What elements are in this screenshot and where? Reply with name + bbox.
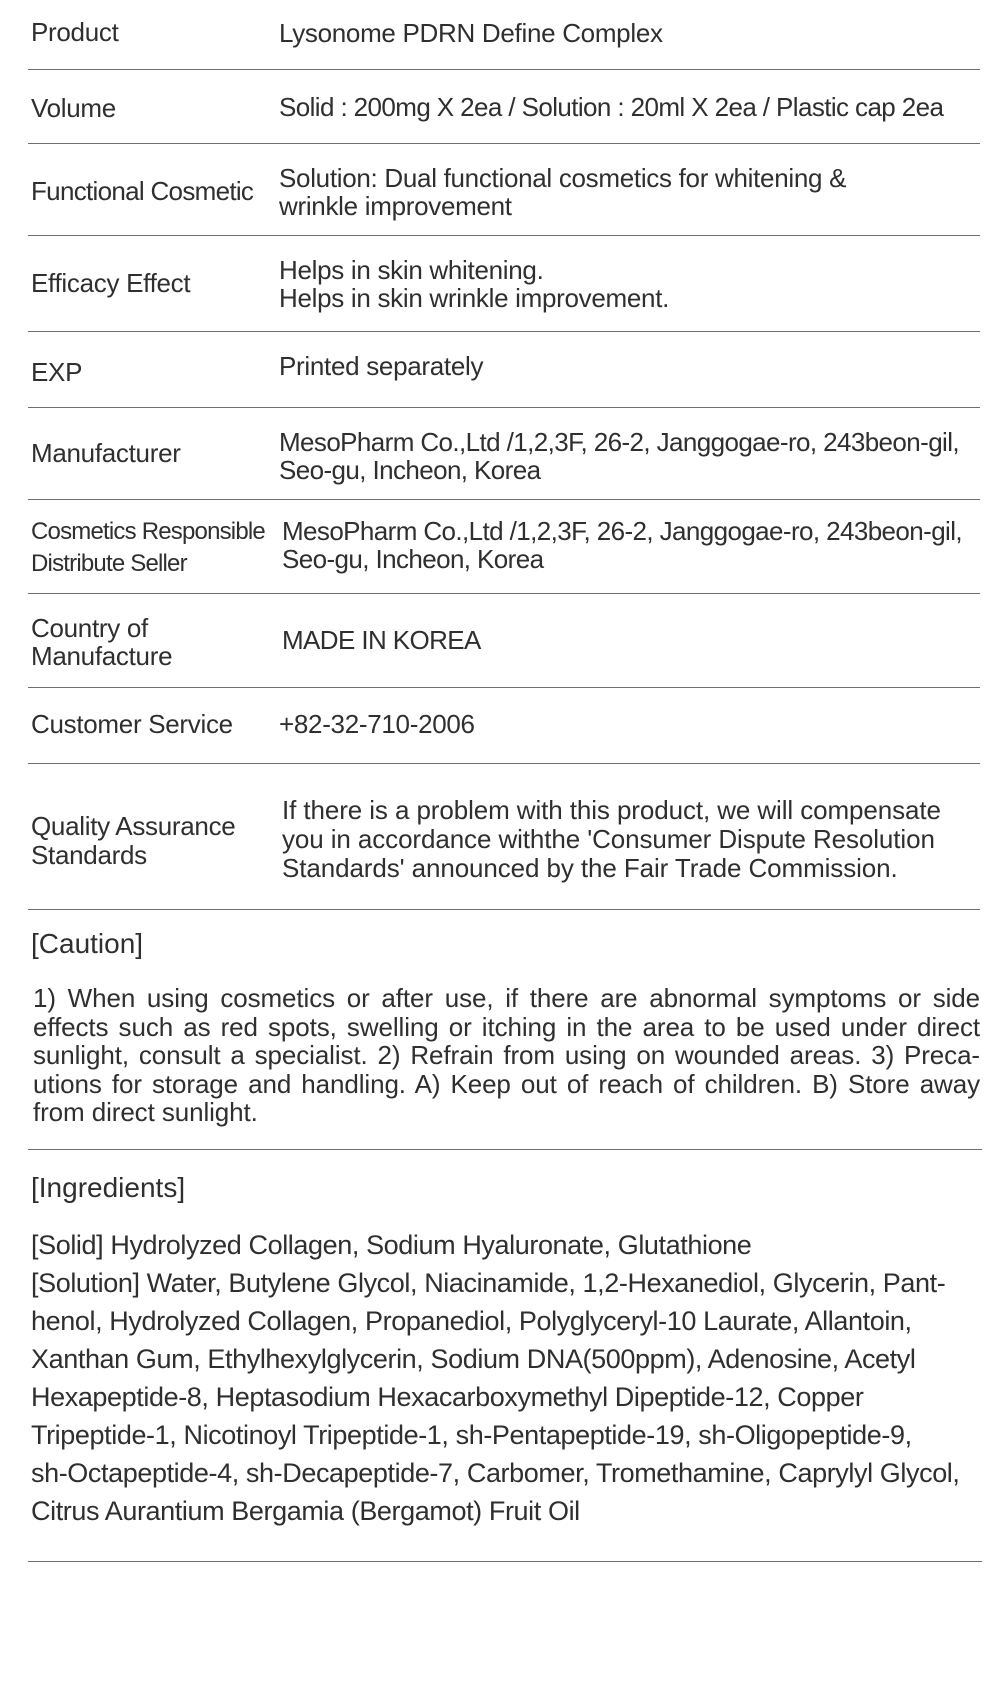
spec-row-exp bbox=[28, 332, 980, 408]
spec-label: EXP bbox=[31, 357, 83, 387]
spec-label: Customer Service bbox=[31, 709, 233, 739]
spec-label: Country of Manufacture bbox=[31, 613, 173, 671]
spec-row-customer-service bbox=[28, 688, 980, 764]
spec-value: MADE IN KOREA bbox=[282, 625, 481, 655]
spec-value: MesoPharm Co.,Ltd /1,2,3F, 26-2, Janggogae-ro, 243beon-gil, Seo-gu, Incheon, Korea bbox=[282, 516, 963, 574]
spec-label: Volume bbox=[31, 93, 116, 123]
spec-value: MesoPharm Co.,Ltd /1,2,3F, 26-2, Janggogae-ro, 243beon-gil, Seo-gu, Incheon, Korea bbox=[279, 427, 960, 485]
spec-value: +82-32-710-2006 bbox=[279, 709, 475, 739]
spec-row-country bbox=[28, 594, 980, 688]
spec-value: Lysonome PDRN Define Complex bbox=[279, 18, 663, 48]
spec-value: If there is a problem with this product, we will compensate you in accordance withthe 'Consumer Dispute Resolution Standards' announced by the Fair Trade Commission. bbox=[282, 795, 941, 883]
spec-row-functional-cosmetic bbox=[28, 144, 980, 236]
spec-row-volume bbox=[28, 70, 980, 144]
spec-row-efficacy-effect bbox=[28, 236, 980, 332]
spec-label: Functional Cosmetic bbox=[31, 176, 254, 206]
spec-value: Printed separately bbox=[279, 351, 484, 381]
caution-section bbox=[28, 910, 982, 1150]
spec-label: Cosmetics Responsible Distribute Seller bbox=[31, 518, 265, 577]
ingredients-section bbox=[28, 1150, 982, 1562]
spec-value: Solid : 200mg X 2ea / Solution : 20ml X 2ea / Plastic cap 2ea bbox=[279, 92, 944, 122]
spec-value: Helps in skin whitening. Helps in skin wrinkle improvement. bbox=[279, 255, 670, 313]
ingredients-text: [Solid] Hydrolyzed Collagen, Sodium Hyaluronate, Glutathione [Solution] Water, Butylene Glycol, Niacinamide, 1,2-Hexanediol, Glycerin, Pant- henol, Hydrolyzed Collagen, Propanediol, Polyglyceryl-10 Laurate, Allantoin, Xanthan Gum, Ethylhexylglycerin, Sodium DNA(500ppm), Adenosine, Acetyl Hexapeptide-8, Heptasodium Hexacarboxymethyl Dipeptide-12, Copper Tripeptide-1, Nicotinoyl Tripeptide-1, sh-Pentapeptide-19, sh-Oligopeptide-9, sh-Octapeptide-4, sh-Decapeptide-7, Carbomer, Tromethamine, Caprylyl Glycol, Citrus Aurantium Bergamia (Bergamot) Fruit Oil bbox=[31, 1230, 960, 1526]
spec-label: Manufacturer bbox=[31, 438, 181, 468]
caution-text: 1) When using cosmetics or after use, if there are abnormal symptoms or side effects such as red spots, swelling or itching in the area to be used under direct sunlight, consult a specialist. 2) Refrain from using on wounded areas. 3) Preca-utions for storage and handling. A) Keep out of reach of children. B) Store away from direct sunlight. bbox=[33, 983, 980, 1127]
spec-label: Efficacy Effect bbox=[31, 268, 191, 298]
ingredients-title: [Ingredients] bbox=[31, 1172, 186, 1203]
spec-value: Solution: Dual functional cosmetics for whitening & wrinkle improvement bbox=[279, 163, 847, 221]
spec-label: Quality Assurance Standards bbox=[31, 811, 236, 870]
spec-row-product bbox=[28, 0, 980, 70]
spec-row-manufacturer bbox=[28, 408, 980, 500]
spec-label: Product bbox=[31, 17, 119, 47]
spec-row-quality-assurance bbox=[28, 764, 980, 910]
spec-row-responsible-seller bbox=[28, 500, 980, 594]
caution-title: [Caution] bbox=[31, 928, 144, 959]
